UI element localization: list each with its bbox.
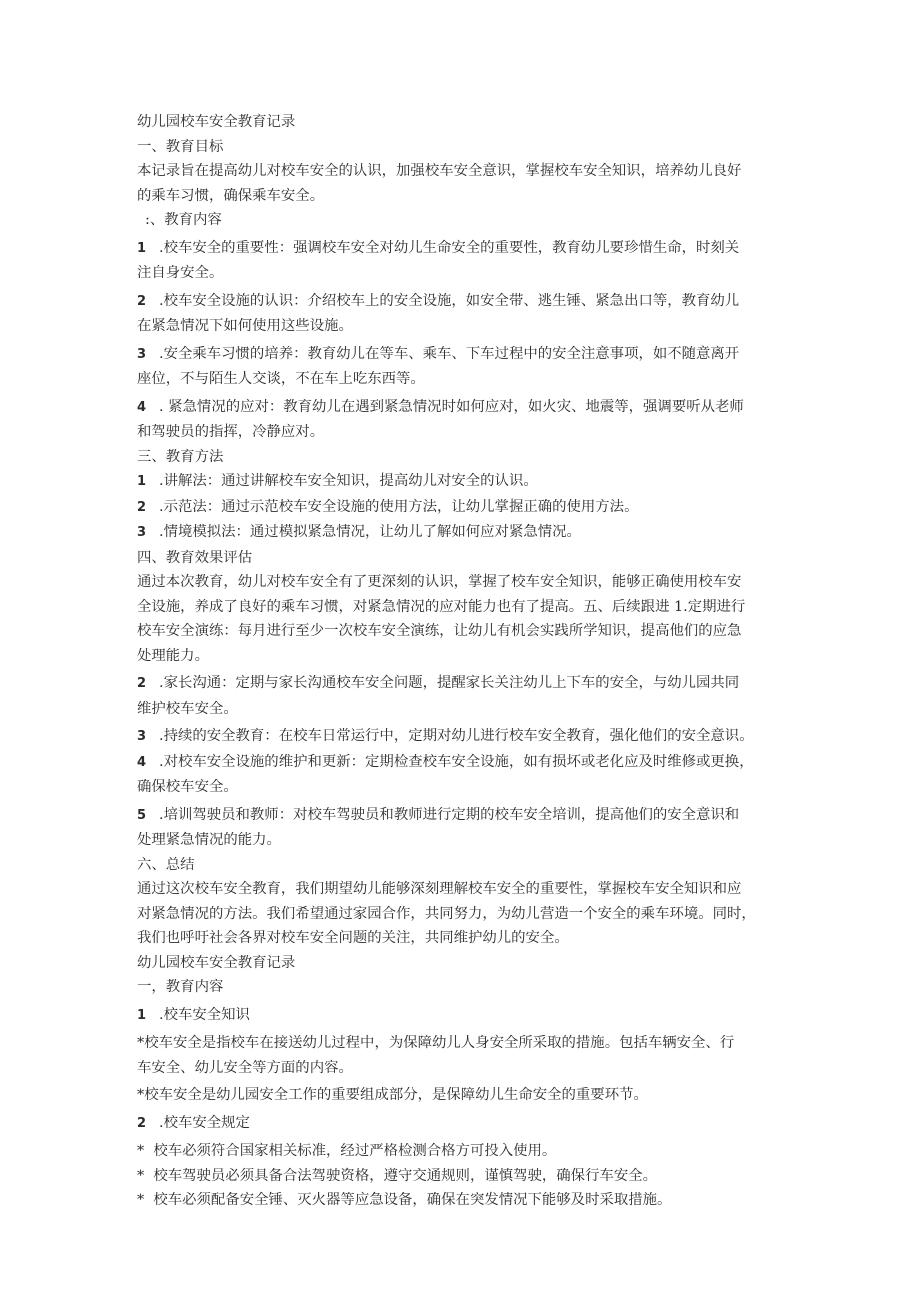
bullet-line: *校车安全是指校车在接送幼儿过程中，为保障幼儿人身安全所采取的措施。包括车辆安全、行 bbox=[137, 1035, 735, 1051]
list-item bbox=[137, 236, 797, 286]
list-item bbox=[137, 750, 797, 800]
item-number: 2 bbox=[137, 1115, 147, 1131]
item-number: 3 bbox=[137, 525, 147, 540]
paragraph-line: 通过这次校车安全教育，我们期望幼儿能够深刻理解校车安全的重要性，掌握校车安全知识和应 bbox=[137, 881, 742, 897]
document-page bbox=[137, 110, 797, 1213]
bullet-line: 车安全、幼儿安全等方面的内容。 bbox=[137, 1059, 353, 1076]
item-number: 2 bbox=[137, 293, 147, 309]
paragraph-line: 本记录旨在提高幼儿对校车安全的认识，加强校车安全意识，掌握校车安全知识，培养幼儿良好 bbox=[137, 163, 742, 179]
list-item bbox=[137, 395, 797, 445]
section-heading: 三、教育方法 bbox=[137, 448, 224, 465]
item-text: . 紧急情况的应对：教育幼儿在遇到紧急情况时如何应对，如火灾、地震等，强调要听从老师 bbox=[159, 398, 744, 415]
list-item bbox=[137, 803, 797, 853]
rule-line: * 校车必须配备安全锤、灭火器等应急设备，确保在突发情况下能够及时采取措施。 bbox=[137, 1192, 672, 1208]
item-text: .校车安全的重要性：强调校车安全对幼儿生命安全的重要性，教育幼儿要珍惜生命，时刻关 bbox=[159, 239, 740, 256]
item-number: 2 bbox=[137, 499, 147, 515]
paragraph-line: 我们也呼吁社会各界对校车安全问题的关注，共同维护幼儿的安全。 bbox=[137, 930, 569, 946]
item-text: .培训驾驶员和教师：对校车驾驶员和教师进行定期的校车安全培训，提高他们的安全意识和 bbox=[159, 806, 740, 823]
item-number: 4 bbox=[137, 399, 147, 415]
item-text: .家长沟通：定期与家长沟通校车安全问题，提醒家长关注幼儿上下车的安全，与幼儿园共同 bbox=[159, 675, 740, 691]
item-text: .校车安全知识 bbox=[159, 1006, 250, 1023]
item-number: 5 bbox=[137, 807, 147, 823]
item-text: .持续的安全教育：在校车日常运行中，定期对幼儿进行校车安全教育，强化他们的安全意识。 bbox=[159, 728, 754, 744]
item-text: .校车安全规定 bbox=[159, 1114, 250, 1131]
item-number: 3 bbox=[137, 346, 147, 362]
section-heading: :、教育内容 bbox=[145, 212, 222, 228]
paragraph-line: 的乘车习惯，确保乘车安全。 bbox=[137, 187, 325, 204]
list-item bbox=[137, 289, 797, 339]
item-text: 维护校车安全。 bbox=[137, 700, 238, 717]
list-item bbox=[137, 342, 797, 392]
rule-line: * 校车必须符合国家相关标准，经过严格检测合格方可投入使用。 bbox=[137, 1143, 557, 1159]
item-number: 2 bbox=[137, 676, 147, 691]
rule-line: * 校车驾驶员必须具备合法驾驶资格，遵守交通规则，谨慎驾驶，确保行车安全。 bbox=[137, 1167, 658, 1184]
doc-title: 幼儿园校车安全教育记录 bbox=[137, 954, 296, 971]
item-text: 处理紧急情况的能力。 bbox=[137, 832, 281, 848]
paragraph-line: 通过本次教育，幼儿对校车安全有了更深刻的认识，掌握了校车安全知识，能够正确使用校车安 bbox=[137, 574, 742, 590]
list-item bbox=[137, 671, 797, 721]
item-text: .讲解法：通过讲解校车安全知识，提高幼儿对安全的认识。 bbox=[159, 473, 538, 489]
paragraph-line: 对紧急情况的方法。我们希望通过家园合作，共同努力，为幼儿营造一个安全的乘车环境。同时， bbox=[137, 905, 756, 922]
item-number: 1 bbox=[137, 1007, 147, 1023]
item-text: 注自身安全。 bbox=[137, 265, 224, 281]
item-text: .情境模拟法：通过模拟紧急情况，让幼儿了解如何应对紧急情况。 bbox=[159, 524, 581, 540]
section-heading: 一、教育目标 bbox=[137, 138, 224, 155]
paragraph-line: 全设施，养成了良好的乘车习惯，对紧急情况的应对能力也有了提高。五、后续跟进 1.定期进行 bbox=[137, 598, 746, 615]
section-heading: 六、总结 bbox=[137, 856, 195, 873]
item-text: .示范法：通过示范校车安全设施的使用方法，让幼儿掌握正确的使用方法。 bbox=[159, 498, 639, 515]
doc-title: 幼儿园校车安全教育记录 bbox=[137, 114, 296, 130]
item-text: .安全乘车习惯的培养：教育幼儿在等车、乘车、下车过程中的安全注意事项，如不随意离开 bbox=[159, 345, 740, 362]
paragraph-line: 处理能力。 bbox=[137, 647, 209, 664]
item-text: 和驾驶员的指挥，冷静应对。 bbox=[137, 424, 325, 440]
item-text: 确保校车安全。 bbox=[137, 779, 238, 795]
list-item bbox=[137, 724, 797, 750]
item-number: 1 bbox=[137, 240, 147, 256]
item-text: 在紧急情况下如何使用这些设施。 bbox=[137, 318, 353, 334]
item-text: .对校车安全设施的维护和更新：定期检查校车安全设施，如有损坏或老化应及时维修或更换， bbox=[159, 753, 754, 770]
item-number: 3 bbox=[137, 729, 147, 744]
item-text: 座位，不与陌生人交谈，不在车上吃东西等。 bbox=[137, 371, 425, 387]
item-text: .校车安全设施的认识：介绍校车上的安全设施，如安全带、逃生锤、紧急出口等，教育幼儿 bbox=[159, 292, 740, 309]
item-number: 4 bbox=[137, 754, 147, 770]
section-heading: 四、教育效果评估 bbox=[137, 549, 253, 566]
section-heading: 一，教育内容 bbox=[137, 979, 224, 995]
bullet-line: *校车安全是幼儿园安全工作的重要组成部分，是保障幼儿生命安全的重要环节。 bbox=[137, 1087, 648, 1103]
item-number: 1 bbox=[137, 474, 147, 489]
paragraph-line: 校车安全演练：每月进行至少一次校车安全演练，让幼儿有机会实践所学知识，提高他们的应急 bbox=[137, 623, 742, 639]
